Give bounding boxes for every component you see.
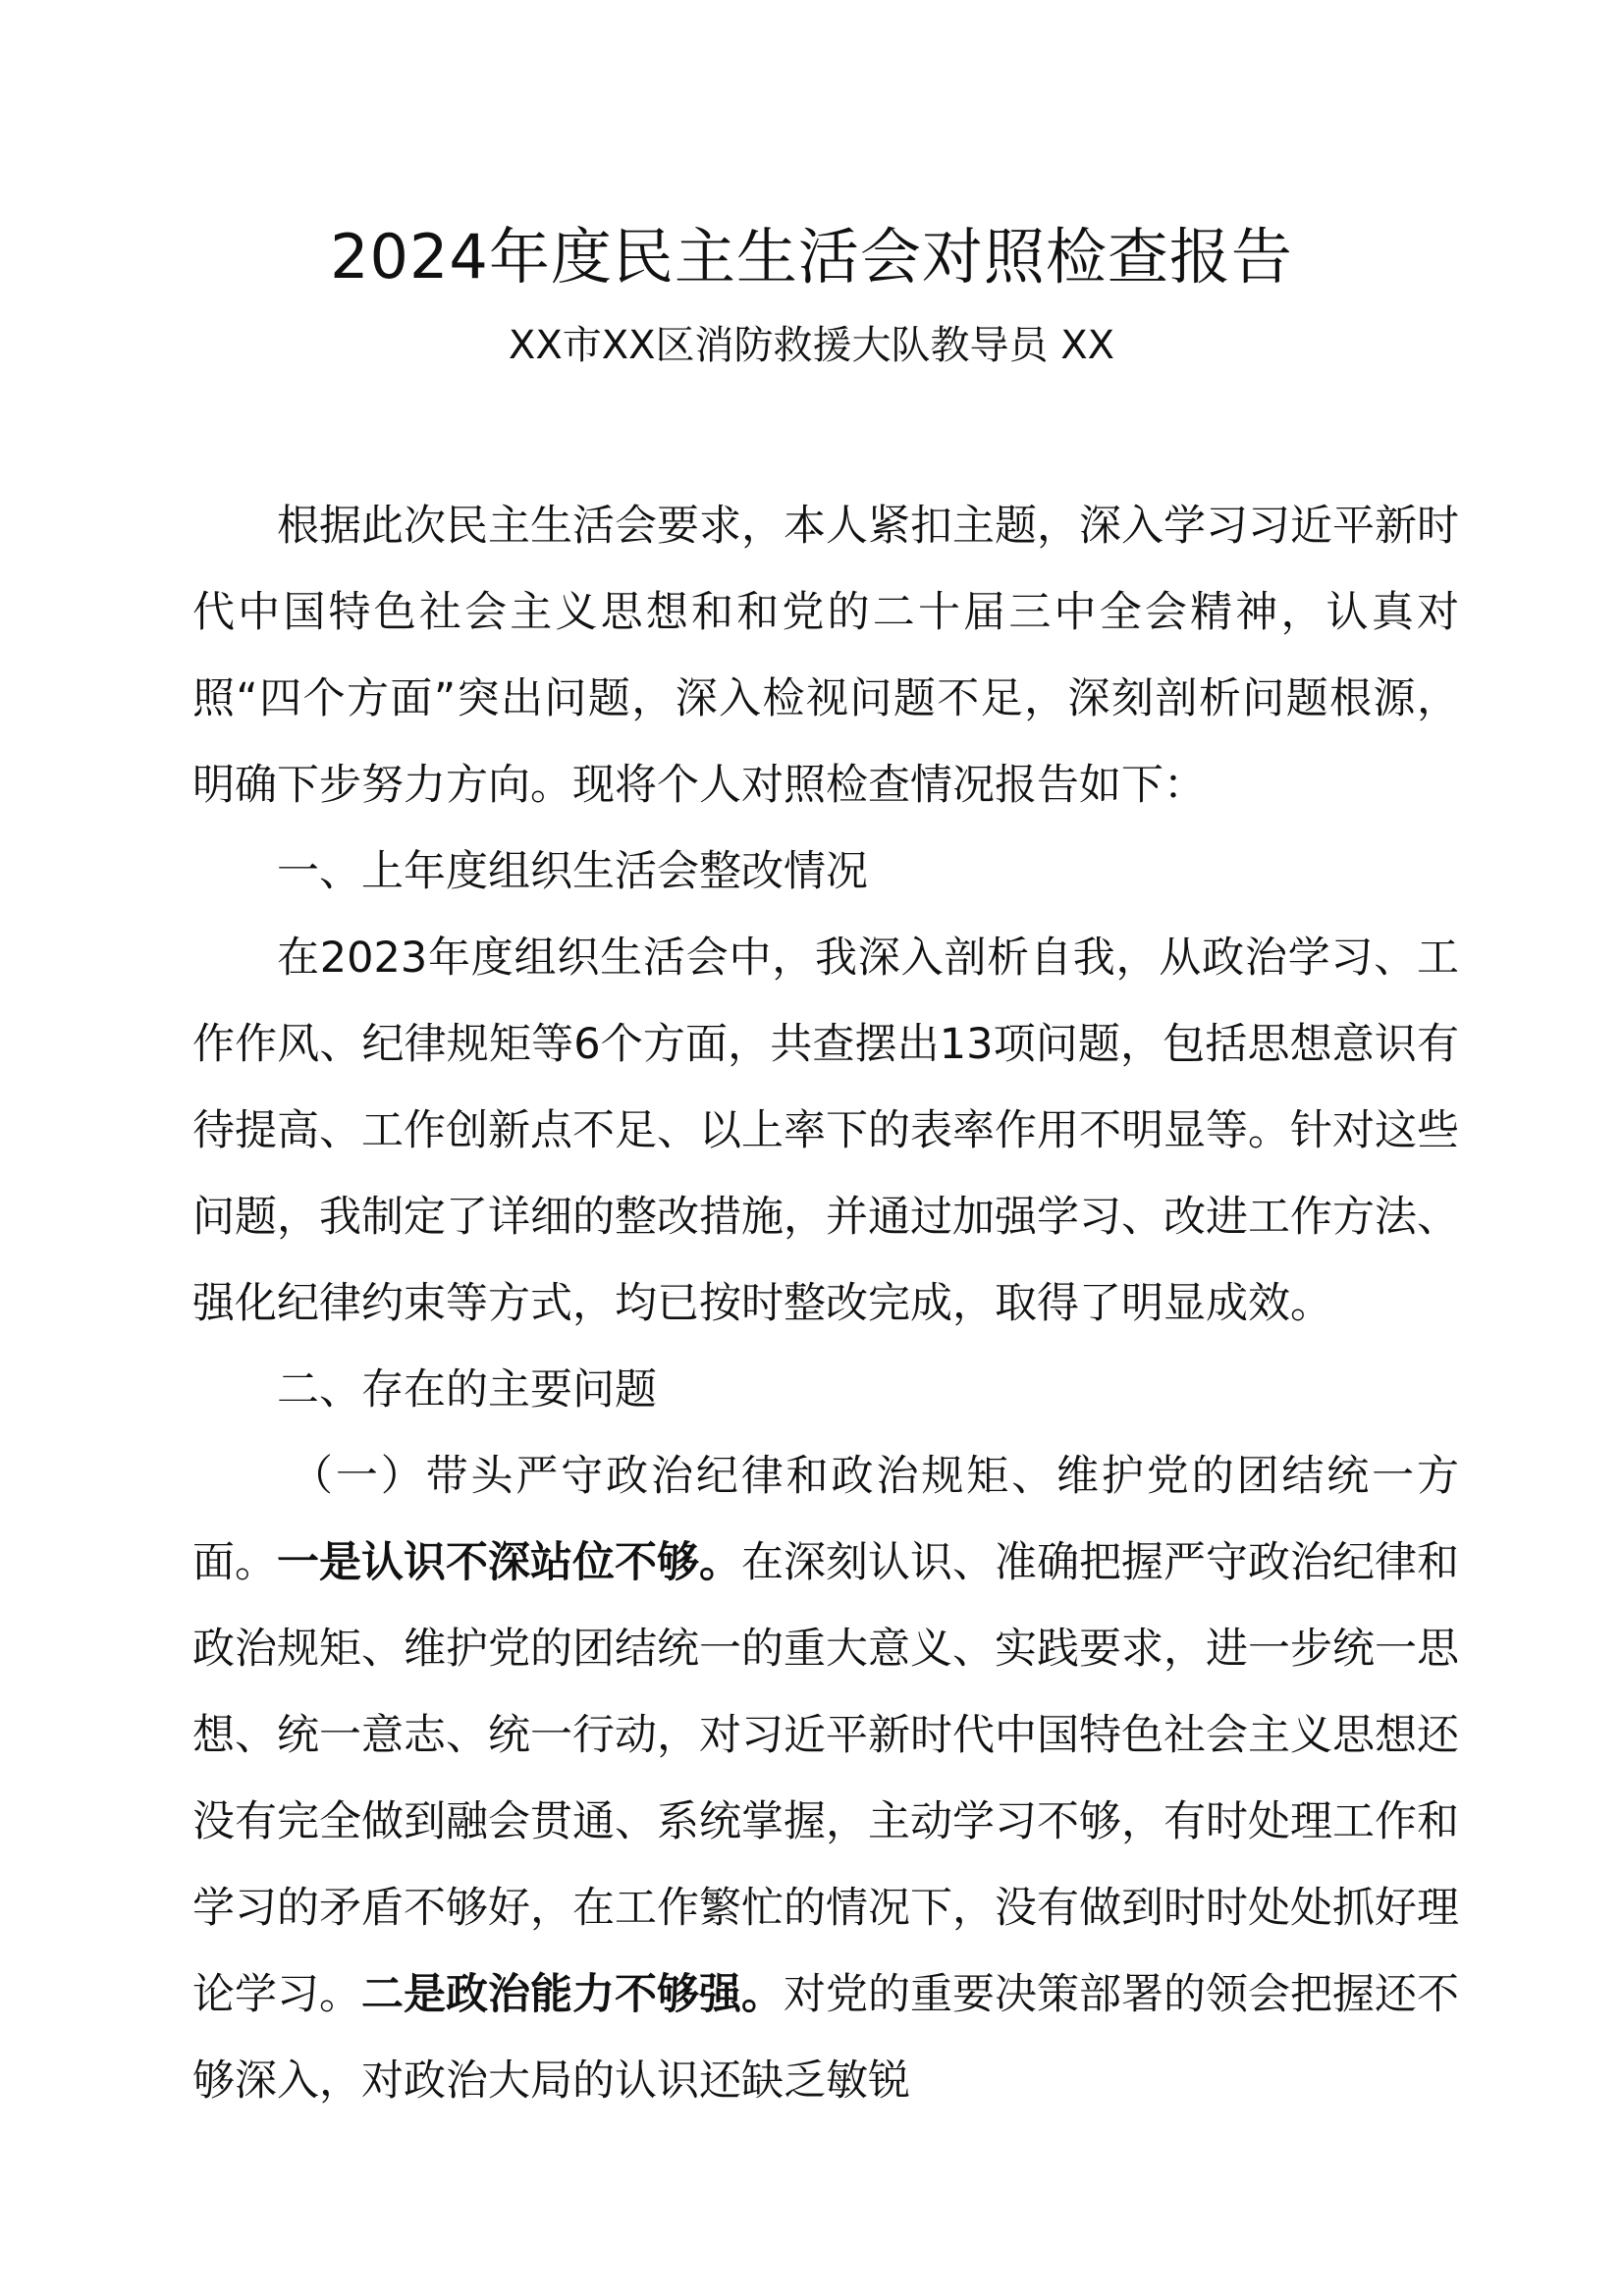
point-one-heading: 一是认识不深站位不够。 (277, 1538, 741, 1587)
section-1-paragraph: 在2023年度组织生活会中，我深入剖析自我，从政治学习、工作作风、纪律规矩等6个方面，共查摆出13项问题，包括思想意识有待提高、工作创新点不足、以上率下的表率作用不明显等。针对这些问题，我制定了详细的整改措施，并通过加强学习、改进工作方法、强化纪律约束等方式，均已按时整改完成，取得了明显成效。 (192, 934, 1459, 1328)
document-author-line: XX市XX区消防救援大队教导员 XX (508, 323, 1115, 368)
intro-paragraph: 根据此次民主生活会要求，本人紧扣主题，深入学习习近平新时代中国特色社会主义思想和和党的二十届三中全会精神，认真对照“四个方面”突出问题，深入检视问题不足，深刻剖析问题根源，明确下步努力方向。现将个人对照检查情况报告如下： (192, 502, 1459, 810)
subsection-lead: （一）带头严守政治纪律和政治规矩、维护党的团结统一方面。 (192, 1452, 1459, 1587)
point-one-text: 在深刻认识、准确把握严守政治纪律和政治规矩、维护党的团结统一的重大意义、实践要求，进一步统一思想、统一意志、统一行动，对习近平新时代中国特色社会主义思想还没有完全做到融会贯通、系统掌握，主动学习不够，有时处理工作和学习的矛盾不够好，在工作繁忙的情况下，没有做到时时处处抓好理论学习。 (192, 1538, 1459, 2019)
document-body (192, 483, 1459, 2124)
point-two-text: 对党的重要决策部署的领会把握还不够深入，对政治大局的认识还缺乏敏锐 (192, 1970, 1459, 2106)
document-title: 2024年度民主生活会对照检查报告 (330, 221, 1293, 293)
section-heading-1: 一、上年度组织生活会整改情况 (277, 847, 868, 896)
section-heading-2: 二、存在的主要问题 (277, 1365, 657, 1415)
section-2-subsection-1-paragraph (192, 1433, 1459, 2124)
point-two-heading: 二是政治能力不够强。 (361, 1970, 784, 2019)
